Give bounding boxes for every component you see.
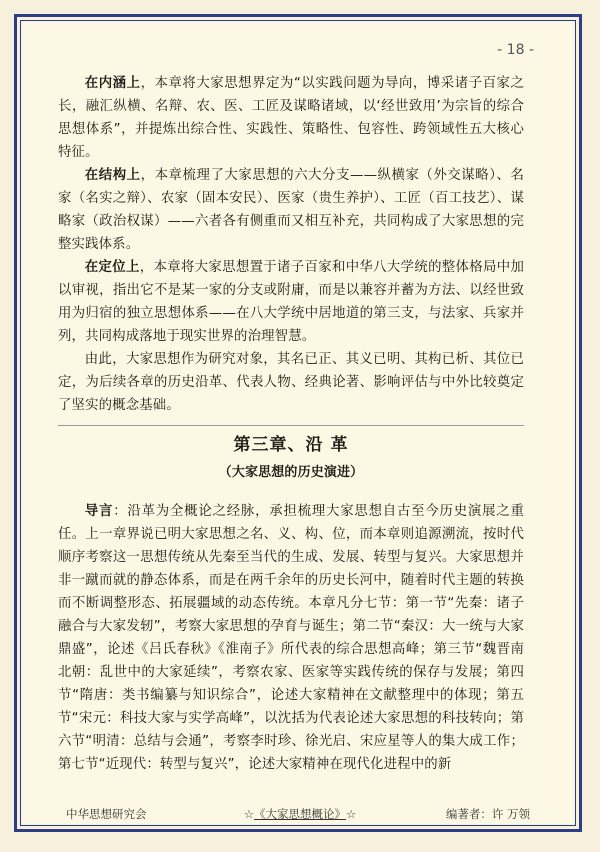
paragraph-introduction [58, 500, 524, 776]
paragraph-positioning [58, 256, 524, 348]
paragraph-connotation [58, 72, 524, 164]
footer-title-text: 《大家思想概论》 [254, 807, 346, 821]
page-content [58, 72, 524, 776]
paragraph-text: ：沿革为全概论之经脉，承担梳理大家思想自古至今历史演展之重任。上一章界说已明大家思想之名、义、构、位，而本章则追源溯流，按时代顺序考察这一思想传统从先秦至当代的生成、发展、转型与复兴。大家思想并非一蹴而就的静态体系，而是在两千余年的历史长河中，随着时代主题的转换而不断调整形态、拓展疆域的动态传统。本章凡分七节：第一节“先秦：诸子融合与大家发轫”，考察大家思想的孕育与诞生；第二节“秦汉：大一统与大家鼎盛”，论述《吕氏春秋》《淮南子》所代表的综合思想高峰；第三节“魏晋南北朝：乱世中的大家延续”，考察农家、医家等实践传统的保存与发展；第四节“隋唐：类书编纂与知识综合”，论述大家精神在文献整理中的体现；第五节“宋元：科技大家与实学高峰”，以沈括为代表论述大家思想的科技转向；第六节“明清：总结与会通”，考察李时珍、徐光启、宋应星等人的集大成工作；第七节“近现代：转型与复兴”，论述大家精神在现代化进程中的新 [58, 504, 524, 772]
paragraph-text: ，本章梳理了大家思想的六大分支——纵横家（外交谋略）、名家（名实之辩）、农家（固本安民）、医家（贵生养护）、工匠（百工技艺）、谋略家（政治权谋）——六者各有侧重而又相互补充，共同构成了大家思想的完整实践体系。 [58, 168, 524, 252]
paragraph-text: ，本章将大家思想置于诸子百家和中华八大学统的整体格局中加以审视，指出它不是某一家的分支或附庸，而是以兼容并蓄为方法、以经世致用为归宿的独立思想体系——在八大学统中居地道的第三支，与法家、兵家并列，共同构成落地于现实世界的治理智慧。 [58, 260, 525, 344]
chapter-subtitle: （大家思想的历史演进） [218, 465, 364, 480]
paragraph-lead: 在内涵上 [84, 76, 141, 91]
paragraph-text: 由此，大家思想作为研究对象，其名已正、其义已明、其构已析、其位已定，为后续各章的历史沿革、代表人物、经典论著、影响评估与中外比较奠定了坚实的概念基础。 [58, 352, 524, 413]
paragraph-lead: 导言 [84, 504, 114, 519]
footer-author: 编著者：许 万领 [445, 807, 530, 821]
paragraph-lead: 在定位上 [84, 260, 140, 275]
section-divider [58, 425, 524, 426]
paragraph-conclusion [58, 348, 524, 417]
chapter-title: 第三章、沿 革 [233, 435, 349, 455]
star-icon: ☆ [243, 807, 254, 821]
paragraph-lead: 在结构上 [84, 168, 141, 183]
footer-organization: 中华思想研究会 [66, 807, 147, 821]
paragraph-text: ，本章将大家思想界定为“以实践问题为导向，博采诸子百家之长，融汇纵横、名辩、农、医、工匠及谋略诸域，以‘经世致用’为宗旨的综合思想体系”，并提炼出综合性、实践性、策略性、包容性、跨领域性五大核心特征。 [58, 76, 524, 160]
star-icon: ☆ [346, 807, 357, 821]
paragraph-structure [58, 164, 524, 256]
page-number: - 18 - [497, 42, 534, 58]
